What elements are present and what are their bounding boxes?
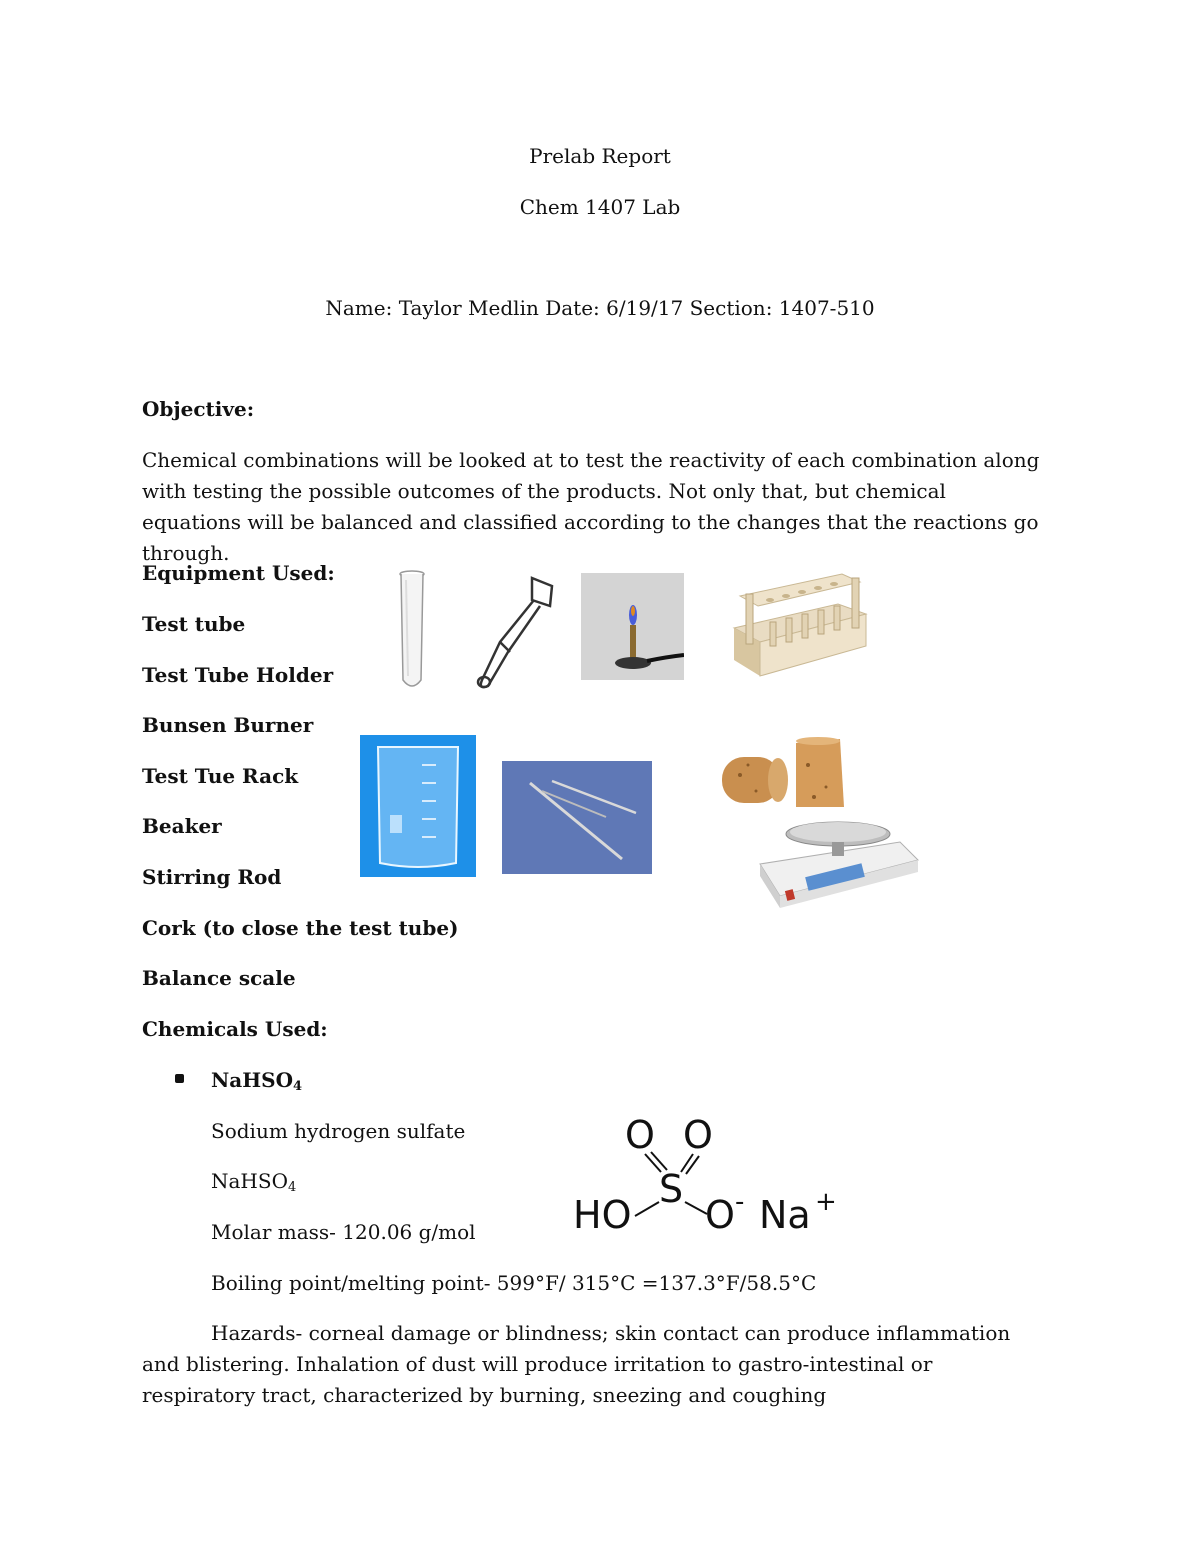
structure-ho: HO <box>573 1193 632 1237</box>
structure-o-left: O <box>625 1113 655 1157</box>
equipment-item: Test Tue Rack <box>142 764 299 788</box>
report-title: Prelab Report <box>529 144 671 168</box>
student-info-line: Name: Taylor Medlin Date: 6/19/17 Section: 1407-510 <box>325 296 875 320</box>
sodium-hydrogen-sulfate-structure <box>565 1110 840 1240</box>
structure-plus-sign: + <box>815 1187 837 1217</box>
test-tube-rack-icon <box>730 572 868 684</box>
equipment-item: Bunsen Burner <box>142 713 314 737</box>
bunsen-burner-icon <box>581 573 684 680</box>
chemical-formula-heading: NaHSO$_4$ <box>211 1068 303 1094</box>
chemicals-heading: Chemicals Used: <box>142 1017 328 1041</box>
equipment-item: Test tube <box>142 612 246 636</box>
equipment-item: Test Tube Holder <box>142 663 334 687</box>
balance-scale-icon <box>750 812 920 912</box>
equipment-item: Balance scale <box>142 966 296 990</box>
hazards-text: Hazards- corneal damage or blindness; skin contact can produce inflammation and blistering. Inhalation of dust will produce irritation to gastro-intestinal or respiratory tract, characterized by burning, sneezing and coughing <box>142 1321 1011 1407</box>
chemical-formula: NaHSO$_4$ <box>211 1169 297 1195</box>
course-name: Chem 1407 Lab <box>519 195 681 219</box>
test-tube-holder-icon <box>470 572 560 690</box>
structure-minus-sign: - <box>735 1187 745 1217</box>
chemical-name: Sodium hydrogen sulfate <box>211 1119 466 1143</box>
molar-mass: Molar mass- 120.06 g/mol <box>211 1220 476 1244</box>
structure-o-minus: O <box>705 1193 735 1237</box>
equipment-heading: Equipment Used: <box>142 561 335 585</box>
test-tube-icon <box>393 568 433 693</box>
cork-icon <box>718 735 873 810</box>
objective-heading: Objective: <box>142 397 255 421</box>
equipment-item: Cork (to close the test tube) <box>142 916 459 940</box>
stirring-rod-icon <box>502 761 652 874</box>
structure-o-right: O <box>683 1113 713 1157</box>
structure-na: Na <box>759 1193 811 1237</box>
equipment-item: Beaker <box>142 814 222 838</box>
structure-s: S <box>659 1167 684 1211</box>
beaker-icon <box>360 735 476 877</box>
objective-text: Chemical combinations will be looked at to test the reactivity of each combination along with testing the possible outcomes of the products. Not only that, but chemical equations will be balanced and classified according to the changes that the reactions go through. <box>142 448 1040 565</box>
equipment-item: Stirring Rod <box>142 865 282 889</box>
bullet-icon <box>175 1074 184 1083</box>
boiling-melting-point: Boiling point/melting point- 599°F/ 315°C =137.3°F/58.5°C <box>211 1271 817 1295</box>
